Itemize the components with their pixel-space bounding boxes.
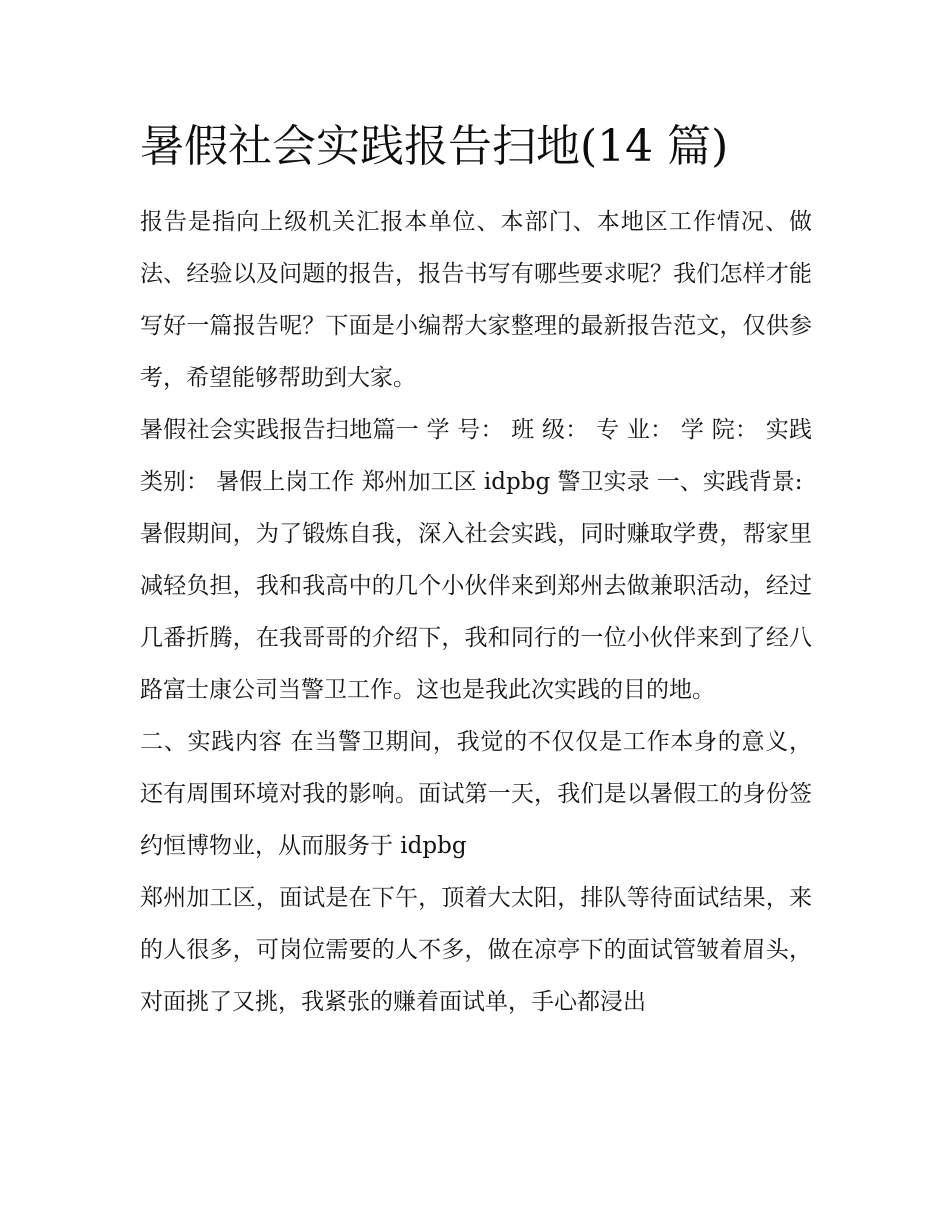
content-paragraph: 二、实践内容 在当警卫期间，我觉的不仅仅是工作本身的意义，还有周围环境对我的影响。面试第一天，我们是以暑假工的身份签约恒博物业，从而服务于 idpbg bbox=[140, 729, 812, 859]
document-body bbox=[140, 196, 812, 1028]
interview-paragraph: 郑州加工区，面试是在下午，顶着大太阳，排队等待面试结果，来的人很多，可岗位需要的人不多，做在凉亭下的面试管皱着眉头，对面挑了又挑，我紧张的赚着面试单，手心都浸出 bbox=[140, 885, 812, 1015]
document-title: 暑假社会实践报告扫地(14 篇) bbox=[140, 121, 729, 172]
background-paragraph: 暑假期间，为了锻炼自我，深入社会实践，同时赚取学费，帮家里减轻负担，我和我高中的几个小伙伴来到郑州去做兼职活动，经过几番折腾，在我哥哥的介绍下，我和同行的一位小伙伴来到了经八路富士康公司当警卫工作。这也是我此次实践的目的地。 bbox=[140, 521, 812, 703]
student-info-paragraph: 暑假社会实践报告扫地篇一 学 号： 班 级： 专 业： 学 院： 实践类别： 暑假上岗工作 郑州加工区 idpbg 警卫实录 一、实践背景: bbox=[140, 417, 812, 495]
intro-paragraph: 报告是指向上级机关汇报本单位、本部门、本地区工作情况、做法、经验以及问题的报告，报告书写有哪些要求呢？我们怎样才能写好一篇报告呢？下面是小编帮大家整理的最新报告范文，仅供参考，希望能够帮助到大家。 bbox=[140, 209, 812, 391]
